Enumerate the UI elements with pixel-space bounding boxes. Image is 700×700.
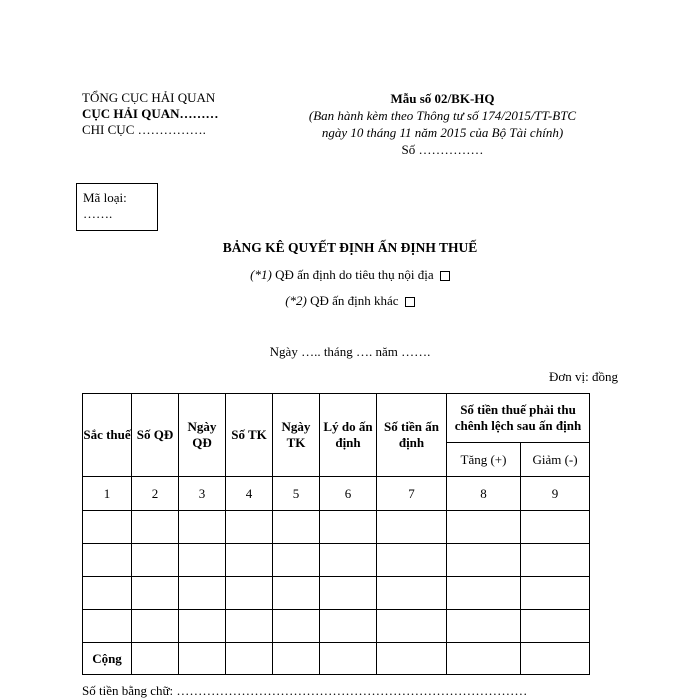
type-code-label: Mã loại: xyxy=(83,190,127,205)
table-cell[interactable] xyxy=(320,544,377,577)
table-cell[interactable] xyxy=(377,610,447,643)
checkbox-icon[interactable] xyxy=(405,297,415,307)
column-number: 3 xyxy=(179,477,226,511)
table-cell[interactable] xyxy=(521,610,590,643)
column-number: 2 xyxy=(132,477,179,511)
header-decision-date: Ngày QĐ xyxy=(179,394,226,477)
table-cell[interactable] xyxy=(447,544,521,577)
table-cell[interactable] xyxy=(226,643,273,675)
total-label: Cộng xyxy=(83,643,132,675)
table-cell[interactable] xyxy=(521,577,590,610)
option-label: QĐ ấn định do tiêu thụ nội địa xyxy=(275,267,434,282)
option-domestic-consumption xyxy=(0,267,700,283)
table-row xyxy=(83,511,590,544)
table-cell[interactable] xyxy=(447,577,521,610)
table-cell[interactable] xyxy=(273,544,320,577)
form-number: Mẫu số 02/BK-HQ xyxy=(390,91,495,106)
table-cell[interactable] xyxy=(273,643,320,675)
table-row xyxy=(83,610,590,643)
table-cell[interactable] xyxy=(132,544,179,577)
header-assessed-amount: Số tiền ấn định xyxy=(377,394,447,477)
type-code-value: ……. xyxy=(83,206,113,221)
customs-branch-name: CHI CỤC ……………. xyxy=(82,122,206,137)
column-number: 5 xyxy=(273,477,320,511)
header-difference-group: Số tiền thuế phải thu chênh lệch sau ấn định xyxy=(447,394,590,443)
table-cell[interactable] xyxy=(226,577,273,610)
issuance-note: (Ban hành kèm theo Thông tư số 174/2015/TT-BTC ngày 10 tháng 11 năm 2015 của Bộ Tài chính) xyxy=(308,108,577,140)
table-cell[interactable] xyxy=(132,610,179,643)
table-cell[interactable] xyxy=(226,511,273,544)
table-cell[interactable] xyxy=(521,511,590,544)
column-number: 4 xyxy=(226,477,273,511)
option-label: QĐ ấn định khác xyxy=(310,293,399,308)
type-code-box xyxy=(76,183,158,231)
option-marker: (*2) xyxy=(285,293,307,308)
table-cell[interactable] xyxy=(273,577,320,610)
table-cell[interactable] xyxy=(320,643,377,675)
table-cell[interactable] xyxy=(179,544,226,577)
table-body xyxy=(83,511,590,643)
table-cell[interactable] xyxy=(320,511,377,544)
table-cell[interactable] xyxy=(521,643,590,675)
table-cell[interactable] xyxy=(83,610,132,643)
table-cell[interactable] xyxy=(132,577,179,610)
table-cell[interactable] xyxy=(447,610,521,643)
header-declaration-number: Số TK xyxy=(226,394,273,477)
document-number: Số …………… xyxy=(401,142,484,157)
amount-in-words: Số tiền bằng chữ: ……………………………………………………………………… xyxy=(82,683,528,698)
decision-table xyxy=(82,393,590,675)
table-cell[interactable] xyxy=(179,643,226,675)
customs-department-name: CỤC HẢI QUAN……… xyxy=(82,106,219,121)
agency-header xyxy=(82,90,219,138)
header-tax-type: Sắc thuế xyxy=(83,394,132,477)
table-cell[interactable] xyxy=(179,610,226,643)
column-number: 7 xyxy=(377,477,447,511)
table-cell[interactable] xyxy=(377,511,447,544)
column-number-row xyxy=(83,477,590,511)
table-cell[interactable] xyxy=(377,643,447,675)
table-cell[interactable] xyxy=(83,544,132,577)
table-cell[interactable] xyxy=(226,544,273,577)
table-cell[interactable] xyxy=(83,577,132,610)
table-row xyxy=(83,577,590,610)
form-header xyxy=(300,90,585,158)
table-cell[interactable] xyxy=(132,643,179,675)
table-cell[interactable] xyxy=(377,544,447,577)
total-row xyxy=(83,643,590,675)
column-number: 1 xyxy=(83,477,132,511)
option-marker: (*1) xyxy=(250,267,272,282)
header-declaration-date: Ngày TK xyxy=(273,394,320,477)
header-reason: Lý do ấn định xyxy=(320,394,377,477)
table-cell[interactable] xyxy=(320,577,377,610)
table-row xyxy=(83,544,590,577)
header-increase: Tăng (+) xyxy=(447,443,521,477)
table-cell[interactable] xyxy=(447,511,521,544)
column-number: 6 xyxy=(320,477,377,511)
currency-unit: Đơn vị: đồng xyxy=(549,369,618,384)
general-department-name: TỔNG CỤC HẢI QUAN xyxy=(82,90,216,105)
table-cell[interactable] xyxy=(273,511,320,544)
table-cell[interactable] xyxy=(179,511,226,544)
table-cell[interactable] xyxy=(447,643,521,675)
date-line: Ngày ….. tháng …. năm ……. xyxy=(269,344,431,359)
header-decrease: Giảm (-) xyxy=(521,443,590,477)
checkbox-icon[interactable] xyxy=(440,271,450,281)
column-number: 8 xyxy=(447,477,521,511)
table-cell[interactable] xyxy=(132,511,179,544)
table-cell[interactable] xyxy=(320,610,377,643)
table-cell[interactable] xyxy=(226,610,273,643)
header-decision-number: Số QĐ xyxy=(132,394,179,477)
table-cell[interactable] xyxy=(377,577,447,610)
table-cell[interactable] xyxy=(521,544,590,577)
column-number: 9 xyxy=(521,477,590,511)
table-cell[interactable] xyxy=(273,610,320,643)
option-other xyxy=(0,293,700,309)
table-cell[interactable] xyxy=(83,511,132,544)
table-cell[interactable] xyxy=(179,577,226,610)
document-title: BẢNG KÊ QUYẾT ĐỊNH ẤN ĐỊNH THUẾ xyxy=(222,240,478,255)
